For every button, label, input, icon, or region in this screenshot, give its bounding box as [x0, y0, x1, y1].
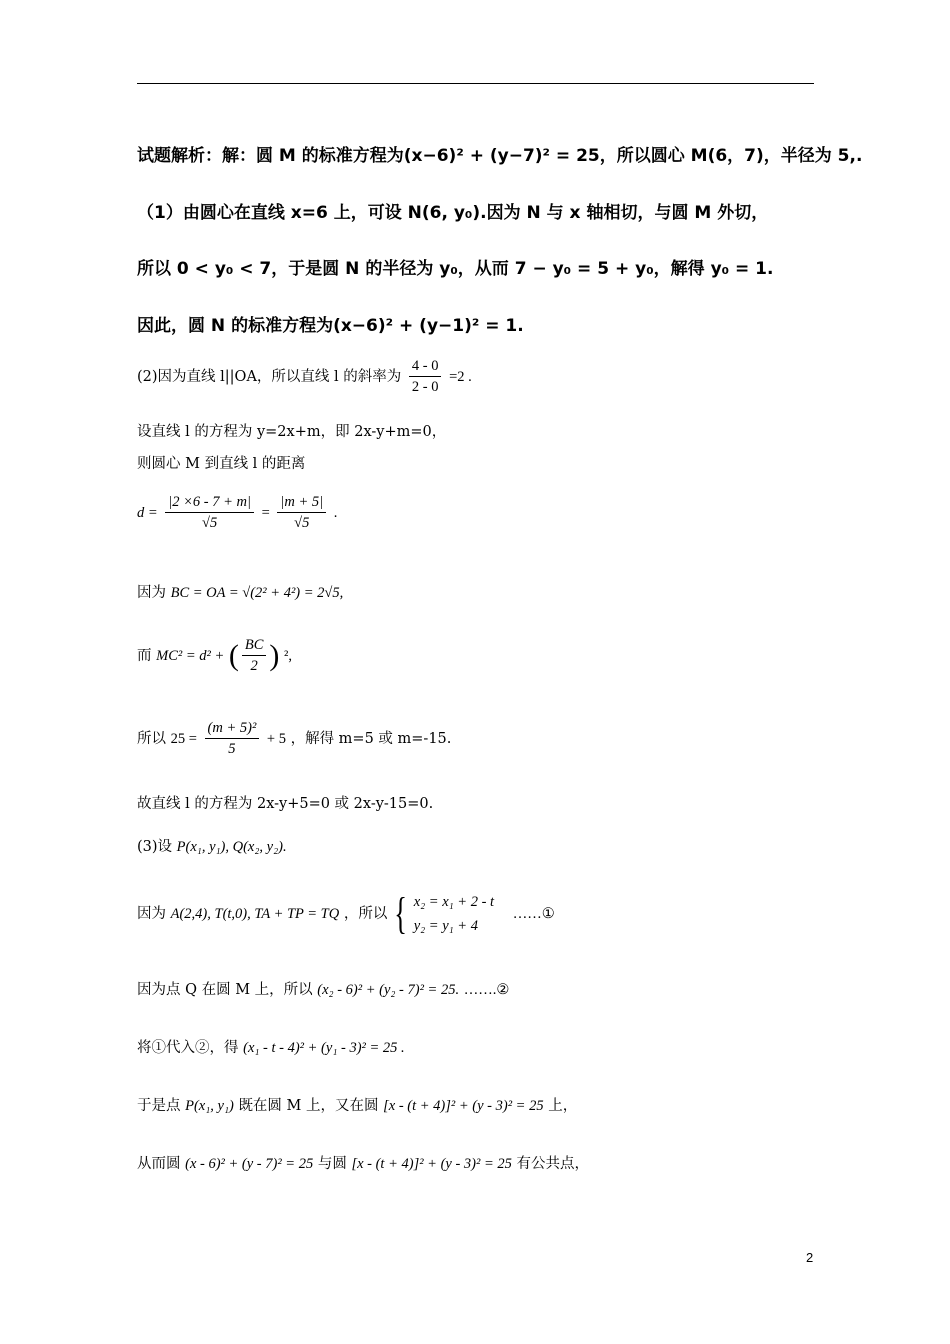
system-eq-1: x₂ = x₁ + 2 - t: [413, 894, 495, 910]
distance-denominator-2: √5: [294, 515, 310, 531]
circle-t-eq: [x - (t + 4)]² + (y - 3)² = 25: [383, 1098, 544, 1114]
part3-line6-prefix: 从而圆: [137, 1156, 181, 1172]
distance-numerator-2: |m + 5|: [277, 494, 326, 513]
mc-prefix: 而: [137, 648, 152, 664]
circle-m-eq: (x - 6)² + (y - 7)² = 25: [185, 1156, 314, 1172]
part2-slope-line: [137, 358, 472, 396]
slope-numerator: 4 - 0: [409, 358, 442, 377]
m-denominator: 5: [228, 741, 236, 757]
circle-t-eq-2: [x - (t + 4)]² + (y - 3)² = 25: [351, 1156, 512, 1172]
distance-end: .: [333, 505, 338, 521]
circle-q-eq: (x₂ - 6)² + (y₂ - 7)² = 25.: [317, 982, 460, 998]
distance-fraction-1: [165, 494, 254, 532]
marker-1: ……①: [512, 906, 555, 922]
part3-line4-prefix: 将①代入②，得: [137, 1040, 239, 1056]
part3-line6-post: 有公共点，: [516, 1156, 590, 1172]
part3-line5-post: 上，: [548, 1098, 578, 1114]
bc-formula: BC = OA = √(2² + 4²) = 2√5,: [170, 585, 344, 601]
part2-line2: 设直线 l 的方程为 y=2x+m，即 2x-y+m=0，: [137, 424, 447, 440]
m-prefix: 所以: [137, 731, 166, 747]
part3-line5: [137, 1094, 577, 1115]
part3-line5-mid: 既在圆 M 上，又在圆: [238, 1098, 379, 1114]
marker-2: …….②: [463, 982, 510, 998]
slope-denominator: 2 - 0: [411, 379, 439, 395]
m-rhs: + 5: [266, 731, 286, 747]
part3-line6: [137, 1152, 589, 1173]
part3-line6-mid: 与圆: [317, 1156, 347, 1172]
solution-intro: 试题解析：解：圆 M 的标准方程为(x−6)² + (y−7)² = 25，所以圆心 M(6，7)，半径为 5,.: [137, 146, 863, 166]
part3-line5-prefix: 于是点: [137, 1098, 181, 1114]
distance-denominator-1: √5: [202, 515, 218, 531]
substituted-eq: (x₁ - t - 4)² + (y₁ - 3)² = 25 .: [243, 1040, 405, 1056]
m-lhs: 25 =: [170, 731, 197, 747]
part3-line2-post: ，所以: [343, 906, 388, 922]
part3-line2: [137, 890, 555, 938]
equation-system: [414, 890, 494, 938]
part3-line1: [137, 835, 287, 856]
part3-points: P(x₁, y₁), Q(x₂, y₂).: [176, 839, 287, 855]
page-number: 2: [806, 1250, 814, 1265]
part2-slope-text: (2)因为直线 l||OA，所以直线 l 的斜率为: [137, 369, 402, 385]
part3-line1-prefix: (3)设: [137, 839, 173, 855]
slope-fraction: [409, 358, 442, 396]
part2-result: 故直线 l 的方程为 2x-y+5=0 或 2x-y-15=0.: [137, 796, 434, 812]
distance-fraction-2: [277, 494, 326, 532]
part3-vector-eq: A(2,4), T(t,0), TA + TP = TQ: [170, 906, 340, 922]
mc-denominator: 2: [250, 658, 258, 674]
m-solve-line: [137, 720, 451, 758]
system-eq-2: y₂ = y₁ + 4: [413, 918, 478, 934]
m-fraction: [205, 720, 260, 758]
system-brace: {: [394, 889, 407, 938]
part3-line4: [137, 1036, 405, 1057]
part1-line1: （1）由圆心在直线 x=6 上，可设 N(6, y₀).因为 N 与 x 轴相切，与圆 M 外切，: [137, 203, 769, 223]
m-post: ，解得 m=5 或 m=-15.: [290, 731, 452, 747]
m-numerator: (m + 5)²: [205, 720, 260, 739]
part1-line2: 所以 0 < y₀ < 7，于是圆 N 的半径为 y₀，从而 7 − y₀ = 5 + y₀，解得 y₀ = 1.: [137, 259, 774, 279]
header-rule: [137, 83, 814, 84]
part3-line2-prefix: 因为: [137, 906, 166, 922]
part3-line3: [137, 978, 509, 999]
mc-end: ²,: [284, 648, 292, 664]
distance-numerator-1: |2 ×6 - 7 + m|: [165, 494, 254, 513]
part1-line3: 因此，圆 N 的标准方程为(x−6)² + (y−1)² = 1.: [137, 316, 524, 336]
distance-formula: [137, 494, 337, 532]
part2-line3: 则圆心 M 到直线 l 的距离: [137, 456, 306, 472]
slope-value: =2 .: [449, 369, 472, 385]
point-p: P(x₁, y₁): [185, 1098, 234, 1114]
mc-paren-close: ): [269, 639, 280, 672]
mc-numerator: BC: [242, 637, 267, 656]
mc-lhs: MC² = d² +: [156, 648, 225, 664]
bc-prefix: 因为: [137, 585, 166, 601]
mc-line: [137, 637, 292, 675]
mc-paren-open: (: [228, 639, 239, 672]
bc-line: [137, 581, 343, 602]
distance-equals: =: [261, 505, 270, 521]
part3-line3-prefix: 因为点 Q 在圆 M 上，所以: [137, 982, 313, 998]
mc-fraction: [242, 637, 267, 675]
distance-lhs: d =: [137, 505, 158, 521]
